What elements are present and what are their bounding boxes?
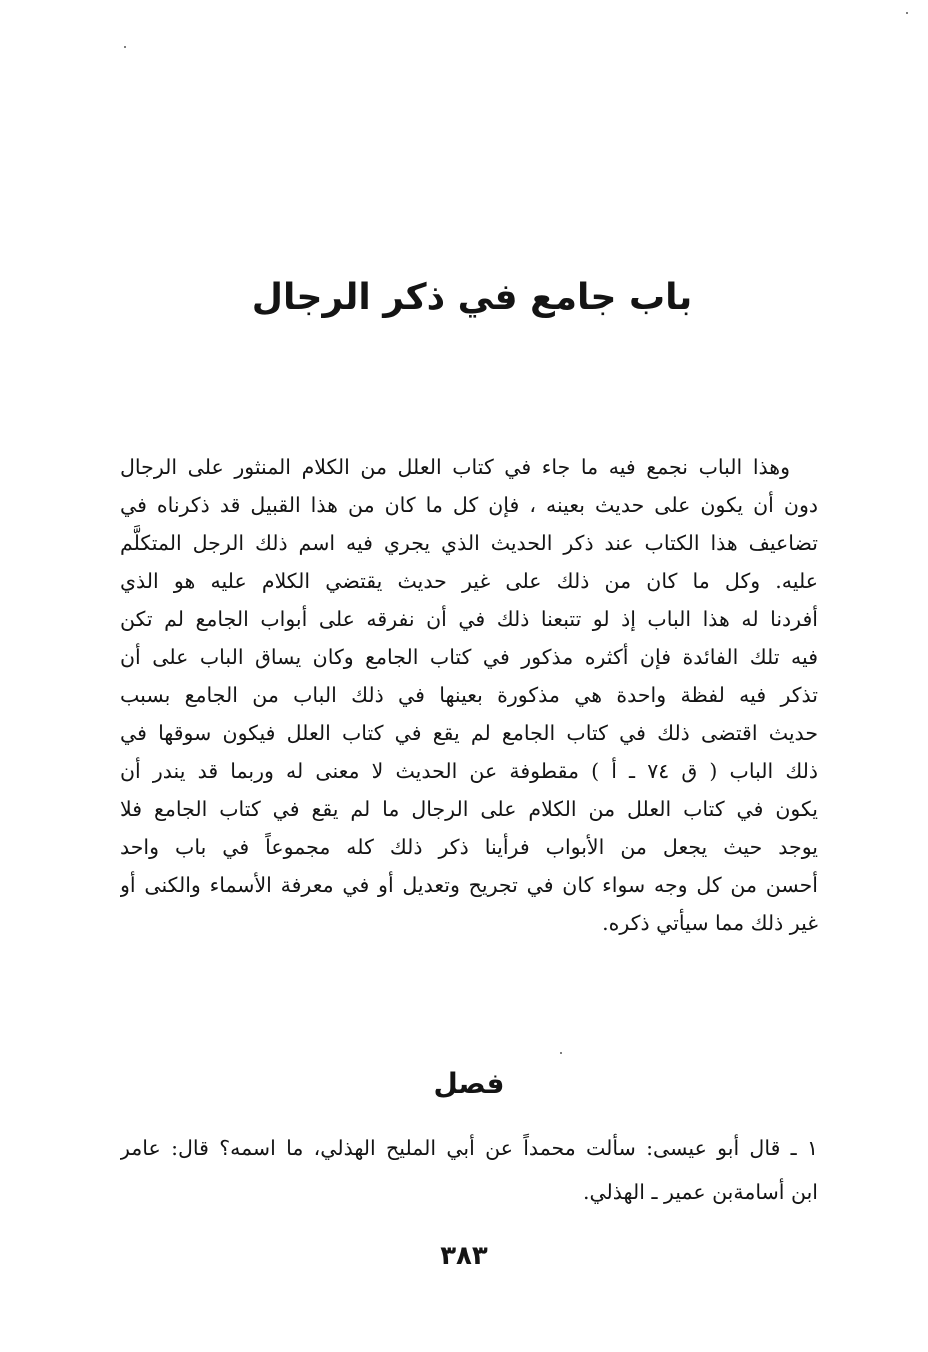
- entry-line: ابن أسامةبن عمير ـ الهذلي.: [582, 1180, 818, 1204]
- chapter-body: [120, 448, 818, 942]
- chapter-title: باب جامع في ذكر الرجال: [251, 277, 693, 318]
- scan-speck: [124, 46, 126, 48]
- body-line: عليه. وكل ما كان من ذلك على غير حديث يقتضي الكلام عليه هو الذي: [120, 569, 818, 593]
- body-line: تضاعيف هذا الكتاب عند ذكر الحديث الذي يجري فيه اسم ذلك الرجل المتكلَّم: [120, 531, 818, 555]
- entry-line: ١ ـ قال أبو عيسى: سألت محمداً عن أبي المليح الهذلي، ما اسمه؟ قال: عامر: [120, 1136, 818, 1160]
- page-number: ٣٨٣: [440, 1241, 488, 1271]
- body-line: غير ذلك مما سيأتي ذكره.: [602, 911, 818, 935]
- scan-speck: [906, 12, 908, 14]
- body-line: تذكر فيه لفظة واحدة هي مذكورة بعينها في ذلك الباب من الجامع بسبب: [120, 683, 818, 707]
- body-line: دون أن يكون على حديث بعينه ، فإن كل ما كان من هذا القبيل قد ذكرناه في: [120, 493, 818, 517]
- body-line: حديث اقتضى ذلك في كتاب الجامع لم يقع في كتاب العلل فيكون سوقها في: [120, 721, 818, 745]
- body-line: ذلك الباب ( ق ٧٤ ـ أ ) مقطوفة عن الحديث لا معنى له وربما قد يندر أن: [120, 759, 818, 783]
- body-line: يوجد حيث يجعل من الأبواب فرأينا ذكر ذلك كله مجموعاً في باب واحد: [120, 835, 818, 859]
- body-line: أحسن من كل وجه سواء كان في تجريح وتعديل أو في معرفة الأسماء والكنى أو: [120, 873, 818, 897]
- numbered-entry: [120, 1126, 818, 1214]
- scan-speck: [560, 1052, 562, 1054]
- body-line: يكون في كتاب العلل من الكلام على الرجال ما لم يقع في كتاب الجامع فلا: [120, 797, 818, 821]
- section-heading: فصل: [433, 1067, 505, 1100]
- body-line: فيه تلك الفائدة فإن أكثره مذكور في كتاب الجامع وكان يساق الباب على أن: [120, 645, 818, 669]
- body-line: وهذا الباب نجمع فيه ما جاء في كتاب العلل من الكلام المنثور على الرجال: [120, 455, 790, 479]
- body-line: أفردنا له هذا الباب إذ لو تتبعنا ذلك في أن نفرقه على أبواب الجامع لم تكن: [120, 607, 818, 631]
